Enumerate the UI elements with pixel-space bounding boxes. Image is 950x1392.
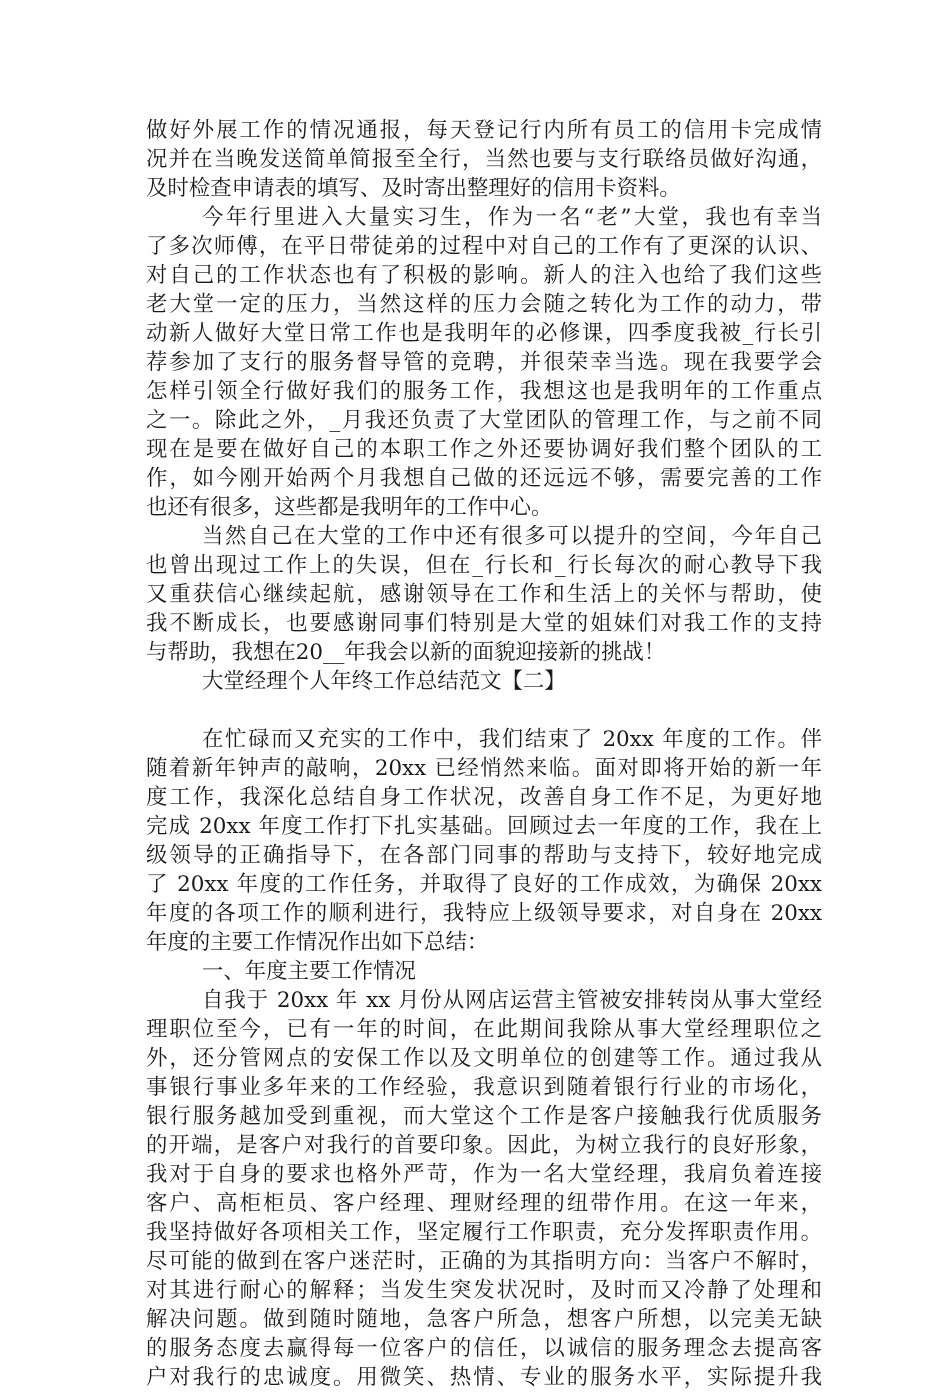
text-line: 年度的各项工作的顺利进行，我特应上级领导要求，对自身在 20xx [146, 901, 822, 926]
text-line: 解决问题。做到随时随地，急客户所急，想客户所想，以完美无缺 [146, 1307, 822, 1332]
text-line: 也曾出现过工作上的失误，但在_行长和_行长每次的耐心教导下我 [146, 553, 822, 578]
text-line: 动新人做好大堂日常工作也是我明年的必修课，四季度我被_行长引 [146, 321, 822, 346]
text-line: 做好外展工作的情况通报，每天登记行内所有员工的信用卡完成情 [146, 118, 822, 143]
text-line: 自我于 20xx 年 xx 月份从网店运营主管被安排转岗从事大堂经 [202, 988, 822, 1013]
text-line: 大堂经理个人年终工作总结范文【二】 [202, 669, 566, 694]
text-line: 也还有很多，这些都是我明年的工作中心。 [146, 495, 553, 520]
text-line: 况并在当晚发送简单简报至全行，当然也要与支行联络员做好沟通， [146, 147, 822, 172]
text-line: 我不断成长，也要感谢同事们特别是大堂的姐妹们对我工作的支持 [146, 611, 822, 636]
text-line: 老大堂一定的压力，当然这样的压力会随之转化为工作的动力，带 [146, 292, 822, 317]
blank-line [146, 696, 822, 725]
text-line: 尽可能的做到在客户迷茫时，正确的为其指明方向：当客户不解时， [146, 1249, 822, 1274]
text-line: 怎样引领全行做好我们的服务工作，我想这也是我明年的工作重点 [146, 379, 822, 404]
text-line: 了 20xx 年度的工作任务，并取得了良好的工作成效，为确保 20xx [146, 872, 822, 897]
text-line: 的开端，是客户对我行的首要印象。因此，为树立我行的良好形象， [146, 1133, 822, 1158]
text-line: 荐参加了支行的服务督导管的竞聘，并很荣幸当选。现在我要学会 [146, 350, 822, 375]
text-line: 事银行事业多年来的工作经验，我意识到随着银行行业的市场化， [146, 1075, 822, 1100]
text-line: 度工作，我深化总结自身工作状况，改善自身工作不足，为更好地 [146, 785, 822, 810]
text-line: 外，还分管网点的安保工作以及文明单位的创建等工作。通过我从 [146, 1046, 822, 1071]
text-line: 银行服务越加受到重视，而大堂这个工作是客户接触我行优质服务 [146, 1104, 822, 1129]
text-line: 理职位至今，已有一年的时间，在此期间我除从事大堂经理职位之 [146, 1017, 822, 1042]
text-line: 的服务态度去赢得每一位客户的信任，以诚信的服务理念去提高客 [146, 1336, 822, 1361]
text-line: 完成 20xx 年度工作打下扎实基础。回顾过去一年度的工作，我在上 [146, 814, 822, 839]
text-line: 级领导的正确指导下，在各部门同事的帮助与支持下，较好地完成 [146, 843, 822, 868]
text-line: 户对我行的忠诚度。用微笑、热情、专业的服务水平，实际提升我 [146, 1365, 822, 1390]
text-line: 年度的主要工作情况作出如下总结： [146, 930, 489, 955]
text-line: 及时检查申请表的填写、及时寄出整理好的信用卡资料。 [146, 176, 681, 201]
text-line: 对自己的工作状态也有了积极的影响。新人的注入也给了我们这些 [146, 263, 822, 288]
text-line: 现在是要在做好自己的本职工作之外还要协调好我们整个团队的工 [146, 437, 822, 462]
text-line: 了多次师傅，在平日带徒弟的过程中对自己的工作有了更深的认识、 [146, 234, 822, 259]
text-line: 作，如今刚开始两个月我想自己做的还远远不够，需要完善的工作 [146, 466, 822, 491]
document-body [146, 116, 822, 1392]
text-line: 随着新年钟声的敲响，20xx 已经悄然来临。面对即将开始的新一年 [146, 756, 822, 781]
text-line: 我坚持做好各项相关工作，坚定履行工作职责，充分发挥职责作用。 [146, 1220, 822, 1245]
text-line: 今年行里进入大量实习生，作为一名“老”大堂，我也有幸当 [202, 205, 822, 230]
text-line: 对其进行耐心的解释；当发生突发状况时，及时而又冷静了处理和 [146, 1278, 822, 1303]
text-line: 客户、高柜柜员、客户经理、理财经理的纽带作用。在这一年来， [146, 1191, 822, 1216]
text-line: 与帮助，我想在20__年我会以新的面貌迎接新的挑战！ [146, 640, 666, 665]
text-line: 我对于自身的要求也格外严苛，作为一名大堂经理，我肩负着连接 [146, 1162, 822, 1187]
text-line: 又重获信心继续起航，感谢领导在工作和生活上的关怀与帮助，使 [146, 582, 822, 607]
text-line: 在忙碌而又充实的工作中，我们结束了 20xx 年度的工作。伴 [202, 727, 822, 752]
text-line: 之一。除此之外，_月我还负责了大堂团队的管理工作，与之前不同 [146, 408, 822, 433]
text-line: 一、年度主要工作情况 [202, 959, 416, 984]
text-line: 当然自己在大堂的工作中还有很多可以提升的空间，今年自己 [202, 524, 822, 549]
